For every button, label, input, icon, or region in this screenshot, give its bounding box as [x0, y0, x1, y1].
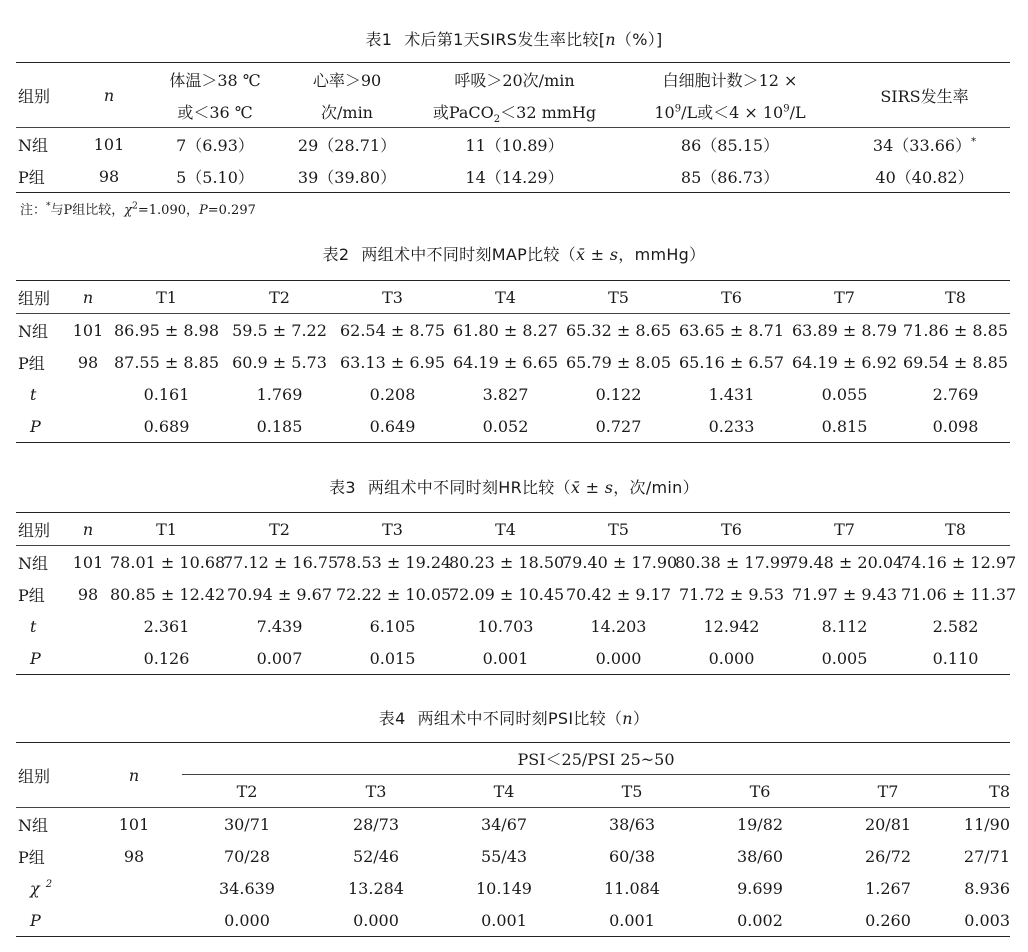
table4-cell: 60/38	[608, 846, 656, 866]
table3-cell: P组	[18, 585, 45, 605]
table3-cell: 77.12 ± 16.75	[223, 552, 339, 572]
table4-cell: 38/63	[608, 814, 656, 834]
table2-caption-end: ，mmHg）	[618, 245, 706, 264]
table1-cell: 101	[93, 134, 125, 154]
table4-cell: 52/46	[352, 846, 400, 866]
table2-cell: 0.052	[449, 410, 562, 443]
table2-cell: 65.79 ± 8.05	[565, 352, 671, 372]
table4-header-cell: T2	[182, 775, 312, 808]
table1-cell: 98	[74, 160, 144, 193]
table-row	[16, 546, 1010, 579]
table3-header-cell: T1	[110, 513, 223, 546]
table1-caption-text: 术后第1天SIRS发生率比较[	[404, 30, 606, 49]
table4-cell: 20/81	[864, 814, 912, 834]
table4-caption	[0, 708, 1028, 730]
table2-header-cell: T7	[788, 281, 901, 314]
table2-caption-stat: x̄ ± s	[575, 245, 619, 264]
table4-cell: 8.936	[964, 878, 1010, 898]
table3-cell: 74.16 ± 12.97	[901, 552, 1017, 572]
table1-cell: 86（85.15）	[680, 135, 780, 155]
table1-cell: 34（33.66）*	[872, 135, 977, 155]
table1-cell: 5（5.10）	[144, 160, 286, 193]
table3-cell	[66, 642, 110, 675]
table3-cell: P	[16, 642, 66, 675]
table1-cell: P组	[16, 160, 74, 193]
table1-header-resp-line1: 呼吸＞20次/min	[408, 63, 621, 96]
table4-header-cell: T4	[440, 775, 568, 808]
table4-span-header: PSI＜25/PSI 25~50	[182, 743, 1010, 775]
table3-cell: 72.22 ± 10.05	[336, 584, 452, 604]
table4-cell: 55/43	[480, 846, 528, 866]
table2-cell: 64.19 ± 6.65	[452, 352, 558, 372]
table2-header-cell: T8	[901, 281, 1010, 314]
table3-cell: t	[30, 616, 37, 636]
table2-header-cell: n	[66, 281, 110, 314]
table3-cell: 98	[77, 584, 99, 604]
table2-cell: 0.208	[369, 384, 416, 404]
table4-cell: 0.000	[182, 904, 312, 937]
table2-cell: 0.727	[562, 410, 675, 443]
table1-header-resp-line2: 或PaCO$_2$＜32 mmHg	[408, 95, 621, 128]
table3-cell: 78.01 ± 10.68	[110, 552, 226, 572]
table4-header-cell: T6	[696, 775, 824, 808]
table3-cell: 79.40 ± 17.90	[562, 552, 678, 572]
table-row	[16, 642, 1010, 675]
table4-cell	[86, 872, 182, 904]
table3-header-cell: T6	[675, 513, 788, 546]
table2-header-cell: T4	[449, 281, 562, 314]
table3-header-cell: n	[66, 513, 110, 546]
table2-cell: P	[16, 410, 66, 443]
table-row	[16, 410, 1010, 443]
table3-cell: 2.582	[932, 616, 979, 636]
table4-cell: 38/60	[736, 846, 784, 866]
table2-cell: 0.185	[223, 410, 336, 443]
table4-cell: N组	[18, 815, 49, 835]
table2-cell: 63.89 ± 8.79	[791, 320, 897, 340]
table3-cell: 0.005	[788, 642, 901, 675]
table4-cell: 0.002	[696, 904, 824, 937]
table2	[16, 280, 1010, 443]
table3-cell: 2.361	[143, 616, 190, 636]
table1	[16, 62, 1010, 193]
table3-cell: 0.007	[223, 642, 336, 675]
table2-cell: 62.54 ± 8.75	[339, 320, 445, 340]
table3-cell: 0.015	[336, 642, 449, 675]
table2-cell	[66, 410, 110, 443]
table3-header-cell: T5	[562, 513, 675, 546]
table1-cell: 14（14.29）	[408, 160, 621, 193]
table2-header-cell: T6	[675, 281, 788, 314]
table2-cell: 64.19 ± 6.92	[791, 352, 897, 372]
table2-header-cell: T3	[336, 281, 449, 314]
table4	[16, 742, 1010, 937]
table-row	[16, 378, 1010, 410]
table-row	[16, 610, 1010, 642]
table2-cell: 0.161	[143, 384, 190, 404]
table3-header-cell: T8	[901, 513, 1010, 546]
table4-cell: 11.084	[604, 878, 660, 898]
table-row	[16, 840, 1010, 872]
table2-caption	[0, 244, 1028, 266]
table4-cell: 98	[123, 846, 145, 866]
table4-cell: 0.001	[440, 904, 568, 937]
table2-cell: 59.5 ± 7.22	[232, 320, 327, 340]
table3-cell: 10.703	[477, 616, 534, 636]
table3-header-cell: T7	[788, 513, 901, 546]
table1-cell: 39（39.80）	[286, 160, 408, 193]
table4-cell: 34.639	[219, 878, 275, 898]
table2-header-cell: T1	[110, 281, 223, 314]
table-row	[16, 314, 1010, 347]
table3-cell: 78.53 ± 19.24	[336, 552, 452, 572]
table1-cell: 85（86.73）	[621, 160, 839, 193]
table3-cell: 8.112	[821, 616, 868, 636]
table4-caption-text: 两组术中不同时刻PSI比较（	[417, 709, 623, 728]
table2-cell: 101	[72, 320, 104, 340]
table2-header-cell: T2	[223, 281, 336, 314]
table1-header-wbc-line2: $10^9/L$或$<4 \times 10^9/L$	[621, 95, 839, 128]
table1-footnote: 注：*与P组比较，$\chi^2=1.090$，P=0.297	[20, 201, 256, 218]
table3-header-cell: T3	[336, 513, 449, 546]
table2-cell: 60.9 ± 5.73	[232, 352, 327, 372]
table3-caption	[0, 477, 1028, 499]
table2-cell: 65.32 ± 8.65	[565, 320, 671, 340]
table1-cell: 7（6.93）	[176, 135, 254, 155]
table1-header-group: 组别	[16, 63, 74, 128]
table4-header-group: 组别	[16, 743, 86, 808]
table2-header-row	[16, 281, 1010, 314]
table3-cell: 0.126	[110, 642, 223, 675]
table3-caption-end: ，次/min）	[613, 478, 699, 497]
table2-cell: N组	[18, 321, 49, 341]
table3-header-cell: T4	[449, 513, 562, 546]
table1-header-hr-line1: 心率＞90	[286, 63, 408, 96]
table4-cell: 26/72	[864, 846, 912, 866]
table1-cell: 29（28.71）	[297, 135, 397, 155]
table3-caption-number: 表3	[329, 478, 356, 497]
table2-cell: 0.815	[788, 410, 901, 443]
table4-cell: 28/73	[352, 814, 400, 834]
table2-cell: 87.55 ± 8.85	[113, 352, 219, 372]
table1-caption-end: （%）]	[615, 30, 663, 49]
table2-cell: 0.689	[110, 410, 223, 443]
table1-header-temp-line1: 体温＞38 ℃	[144, 63, 286, 96]
table4-header-n: n	[86, 743, 182, 808]
table-row	[16, 872, 1010, 904]
table2-cell: 69.54 ± 8.85	[902, 352, 1008, 372]
table4-caption-number: 表4	[378, 709, 406, 728]
table2-cell: 0.122	[595, 384, 642, 404]
table4-header-cell: T7	[824, 775, 952, 808]
table3-header-row	[16, 513, 1010, 546]
table2-caption-text: 两组术中不同时刻MAP比较（	[361, 245, 576, 264]
table4-cell: 27/71	[963, 846, 1010, 866]
table3-cell: 71.72 ± 9.53	[678, 584, 784, 604]
table4-cell: 9.699	[737, 878, 783, 898]
table4-header-cell: T8	[952, 775, 1010, 808]
table1-header-row-1	[16, 63, 1010, 96]
table2-cell: t	[30, 384, 37, 404]
table4-cell: 13.284	[348, 878, 404, 898]
table3	[16, 512, 1017, 675]
table2-cell: 98	[77, 352, 99, 372]
table3-cell: 101	[72, 552, 104, 572]
table4-cell: 0.001	[568, 904, 696, 937]
table3-cell: 80.38 ± 17.99	[675, 552, 791, 572]
table3-cell: 0.000	[675, 642, 788, 675]
table-row	[16, 346, 1010, 378]
table3-cell: 7.439	[256, 616, 303, 636]
table2-cell: 65.16 ± 6.57	[678, 352, 784, 372]
table3-cell: 14.203	[590, 616, 647, 636]
table3-cell: 72.09 ± 10.45	[449, 584, 565, 604]
table4-cell: 0.260	[824, 904, 952, 937]
table2-cell: 63.65 ± 8.71	[678, 320, 784, 340]
table2-cell: 0.233	[675, 410, 788, 443]
table1-caption-number: 表1	[365, 30, 393, 49]
table1-cell: 11（10.89）	[465, 135, 564, 155]
table3-cell: 70.94 ± 9.67	[226, 584, 332, 604]
table4-cell: 10.149	[476, 878, 532, 898]
table4-cell: 19/82	[736, 814, 784, 834]
table2-cell: 3.827	[482, 384, 529, 404]
table4-cell: 0.000	[312, 904, 440, 937]
table3-cell: 70.42 ± 9.17	[565, 584, 671, 604]
table2-cell: 2.769	[932, 384, 979, 404]
table3-caption-text: 两组术中不同时刻HR比较（	[367, 478, 571, 497]
table2-cell: 86.95 ± 8.98	[113, 320, 219, 340]
table4-cell: P组	[18, 847, 45, 867]
table1-header-temp-line2: 或＜36 ℃	[144, 95, 286, 128]
table2-cell: 63.13 ± 6.95	[339, 352, 445, 372]
table3-cell: 12.942	[703, 616, 760, 636]
table2-caption-number: 表2	[322, 245, 350, 264]
table4-cell: 34/67	[480, 814, 528, 834]
table4-cell	[86, 904, 182, 937]
table3-caption-stat: x̄ ± s	[570, 478, 614, 497]
table3-cell: 0.001	[449, 642, 562, 675]
table4-cell: χ $^2$	[30, 878, 53, 898]
table1-cell: 40（40.82）	[839, 160, 1010, 193]
table2-cell: 61.80 ± 8.27	[452, 320, 558, 340]
table4-cell: 1.267	[865, 878, 911, 898]
table2-cell: 0.649	[336, 410, 449, 443]
table4-header-row-1	[16, 743, 1010, 775]
table3-header-cell: 组别	[16, 513, 66, 546]
table4-cell: 101	[118, 814, 150, 834]
table3-cell: 80.23 ± 18.50	[449, 552, 565, 572]
table4-cell: 30/71	[223, 814, 271, 834]
table-row	[16, 578, 1010, 610]
table4-cell: 11/90	[963, 814, 1010, 834]
table1-header-sirs: SIRS发生率	[839, 63, 1010, 128]
table3-cell: 71.97 ± 9.43	[791, 584, 897, 604]
table4-header-cell: T5	[568, 775, 696, 808]
table-row	[16, 160, 1010, 193]
table3-header-cell: T2	[223, 513, 336, 546]
table1-header-n: n	[74, 63, 144, 128]
table3-cell: 0.110	[901, 642, 1010, 675]
table4-cell: 70/28	[223, 846, 271, 866]
table3-cell: 79.48 ± 20.04	[788, 552, 904, 572]
table4-header-cell: T3	[312, 775, 440, 808]
table-row	[16, 904, 1010, 937]
table4-caption-end: ）	[632, 709, 650, 728]
table2-header-cell: 组别	[16, 281, 66, 314]
table-row	[16, 128, 1010, 161]
table1-caption	[0, 29, 1028, 51]
table4-cell: P	[16, 904, 86, 937]
table2-cell	[66, 378, 110, 410]
table2-cell: P组	[18, 353, 45, 373]
table1-header-wbc-line1: 白细胞计数＞12 ×	[621, 63, 839, 96]
table2-cell: 0.055	[821, 384, 868, 404]
table3-cell: 80.85 ± 12.42	[110, 584, 226, 604]
table2-cell: 0.098	[901, 410, 1010, 443]
table-row	[16, 808, 1010, 841]
table1-header-hr-line2: 次/min	[286, 95, 408, 128]
table2-cell: 71.86 ± 8.85	[902, 320, 1008, 340]
table4-caption-n: n	[622, 709, 633, 728]
footnote-marker: *	[971, 136, 977, 148]
table3-cell: 0.000	[562, 642, 675, 675]
table2-cell: 1.769	[256, 384, 303, 404]
table3-cell: N组	[18, 553, 49, 573]
table3-cell: 71.06 ± 11.37	[901, 584, 1017, 604]
table2-cell: 1.431	[708, 384, 755, 404]
table3-cell: 6.105	[369, 616, 416, 636]
table4-cell: 0.003	[952, 904, 1010, 937]
table1-cell: N组	[18, 135, 49, 155]
table1-caption-n: n	[605, 30, 616, 49]
table3-cell	[66, 610, 110, 642]
table2-header-cell: T5	[562, 281, 675, 314]
